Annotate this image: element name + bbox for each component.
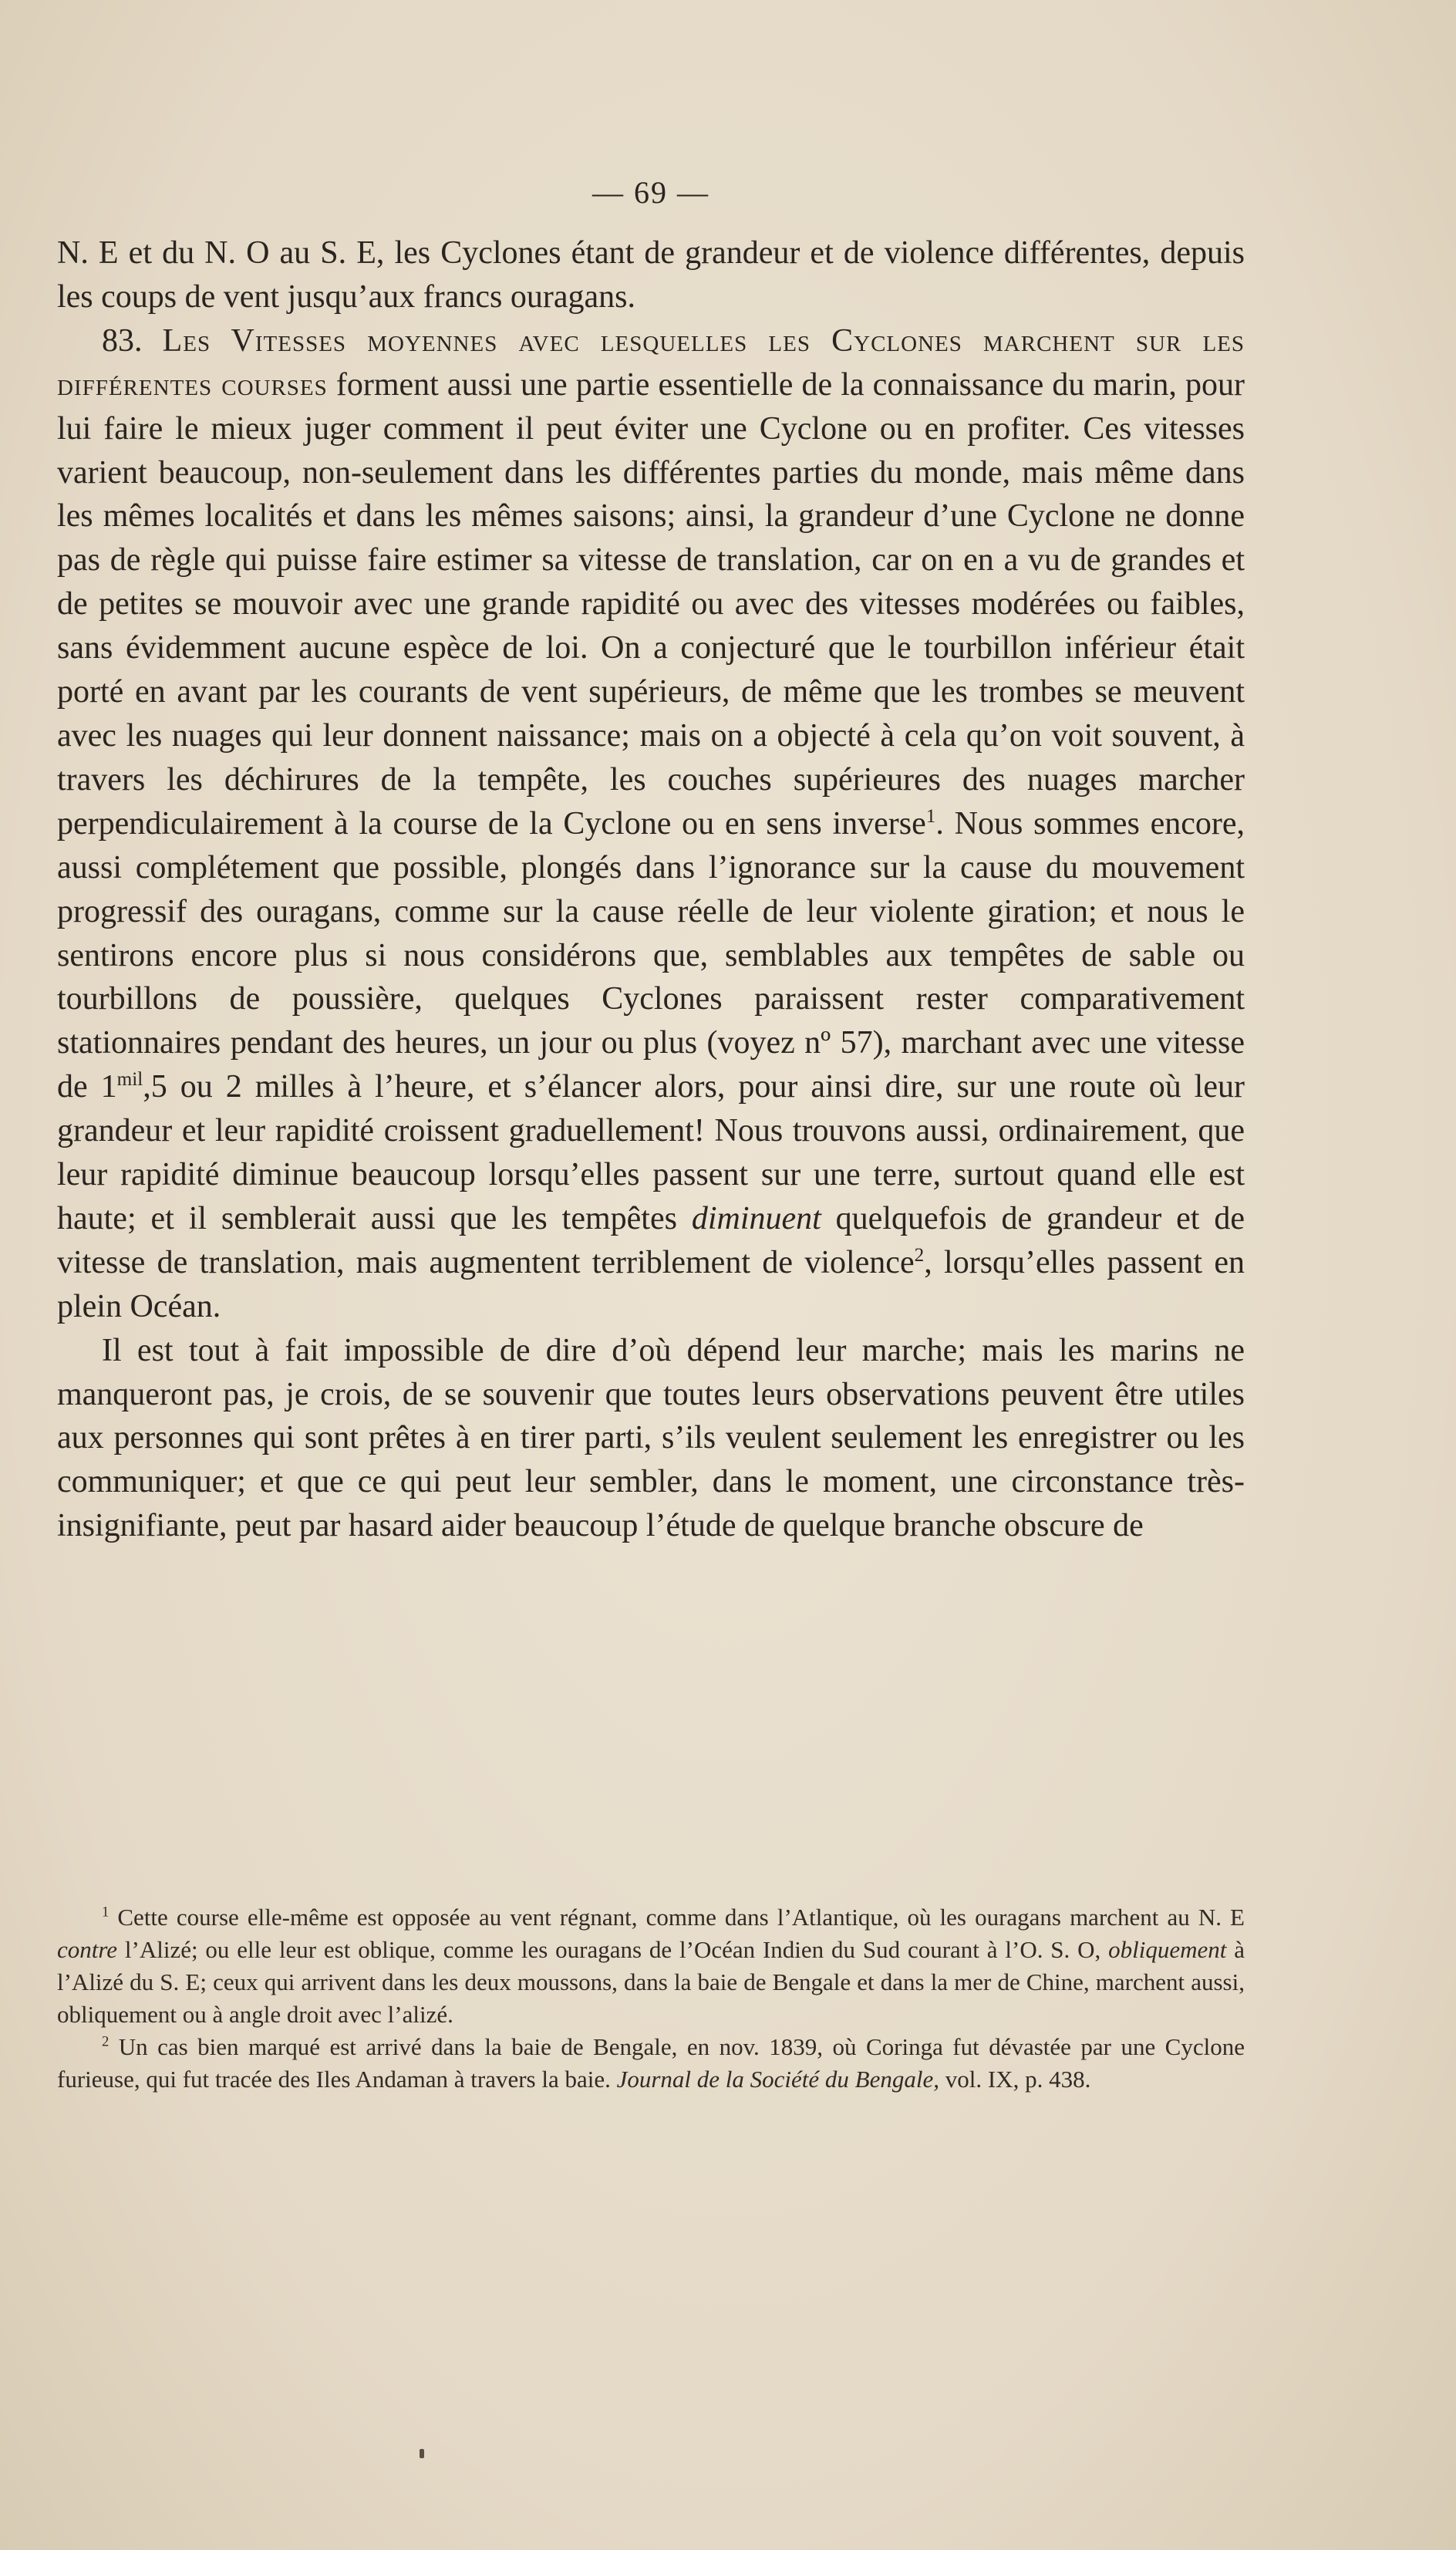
text-run: ,5 ou 2 milles à l’heure, et s’élancer alors, pour ainsi dire, sur une route où leur grandeur et leur rapidité croissent graduellement! Nous trouvons aussi, ordinairement, que leur rapidité diminue beaucoup lorsqu’elles passent sur une terre, surtout quand elle est haute; et il semblerait aussi que les tempêtes [57,1069,1245,1236]
footnotes [57,1901,1245,2096]
text-run: quelquefois de grandeur et de vitesse de translation, mais augmentent terriblement de violence [57,1200,1245,1280]
text-run: contre [57,1936,118,1963]
text-run: vol. IX, p. 438. [939,2066,1091,2093]
text-run: forment aussi une partie essentielle de la connaissance du marin, pour lui faire le mieux juger comment il peut éviter une Cyclone ou en profiter. Ces vitesses varient beaucoup, non-seulement dans les différentes parties du monde, mais même dans les mêmes localités et dans les mêmes saisons; ainsi, la grandeur d’une Cyclone ne donne pas de règle qui puisse faire estimer sa vitesse de translation, car on en a vu de grandes et de petites se mouvoir avec une grande rapidité ou avec des vitesses modérées ou faibles, sans évidemment aucune espèce de loi. On a conjecturé que le tourbillon inférieur était porté en avant par les courants de vent supérieurs, de même que les trombes se meuvent avec les nuages qui leur donnent naissance; mais on a objecté à cela qu’on voit souvent, à travers les déchirures de la tempête, les couches supérieures des nuages marcher perpendiculairement à la course de la Cyclone ou en sens inverse [57,366,1245,842]
text-run: Les Vitesses moyennes avec lesquelles les Cyclones marchent sur les différentes courses [57,322,1245,403]
text-run: Un cas bien marqué est arrivé dans la baie de Bengale, en nov. 1839, où Coringa fut dévastée par une Cyclone furieuse, qui fut tracée des Iles Andaman à travers la baie. [57,2033,1245,2093]
main-text [57,231,1245,1548]
text-run: Journal de la Société du Bengale, [616,2066,939,2093]
text-run: , lorsqu’elles passent en plein Océan. [57,1244,1245,1324]
page-number: — 69 — [592,175,709,210]
footnote-ref: 1 [925,805,936,827]
text-run: . Nous sommes encore, aussi complétement que possible, plongés dans l’ignorance sur la cause du mouvement progressif des ouragans, comme sur la cause réelle de leur violente giration; et nous le sentirons encore plus si nous considérons que, semblables aux tempêtes de sable ou tourbillons de poussière, quelques Cyclones paraissent rester comparativement stationnaires pendant des heures, un jour ou plus (voyez nº 57), marchant avec une vitesse de 1 [57,805,1245,1105]
paragraph [57,319,1245,1329]
text-run: diminuent [691,1200,821,1236]
paragraph [57,231,1245,319]
text-run: obliquement [1108,1936,1227,1963]
book-page [57,0,1245,2550]
ink-speck [420,2449,424,2458]
text-run: 83. [102,322,163,359]
text-run: l’Alizé; ou elle leur est oblique, comme les ouragans de l’Océan Indien du Sud courant à l’O. S. O, [117,1936,1109,1963]
text-run: Il est tout à fait impossible de dire d’où dépend leur marche; mais les marins ne manqueront pas, je crois, de se souvenir que toutes leurs observations peuvent être utiles aux personnes qui sont prêtes à en tirer parti, s’ils veulent seulement les enregistrer ou les communiquer; et que ce qui peut leur sembler, dans le moment, une circonstance très-insignifiante, peut par hasard aider beaucoup l’étude de quelque branche obscure de [57,1332,1245,1544]
footnote-ref: mil [116,1069,143,1091]
text-run: à l’Alizé du S. E; ceux qui arrivent dans les deux moussons, dans la baie de Bengale et dans la mer de Chine, marchent aussi, obliquement ou à angle droit avec l’alizé. [57,1936,1245,2028]
footnote-ref: 2 [102,2033,110,2050]
paragraph [57,1329,1245,1549]
text-run: N. E et du N. O au S. E, les Cyclones étant de grandeur et de violence différentes, depuis les coups de vent jusqu’aux francs ouragans. [57,235,1245,315]
footnote [57,1901,1245,2031]
footnote-ref: 2 [914,1244,925,1266]
footnote [57,2031,1245,2096]
footnote-ref: 1 [102,1904,110,1921]
text-run: Cette course elle-même est opposée au vent régnant, comme dans l’Atlantique, où les ouragans marchent au N. E [109,1904,1245,1931]
